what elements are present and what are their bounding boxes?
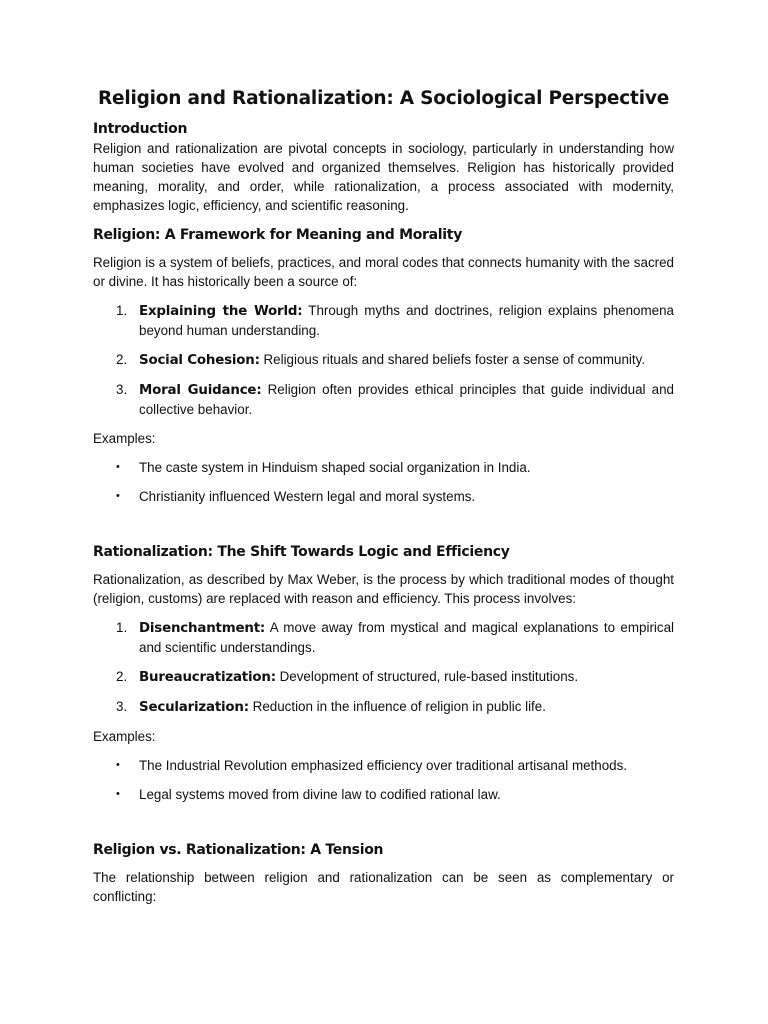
bullet-icon: •: [116, 461, 120, 473]
rationalization-paragraph: Rationalization, as described by Max Weber, is the process by which traditional modes of thought (religion, customs) are replaced with reason and efficiency. This process involves:: [93, 572, 674, 606]
religion-heading: Religion: A Framework for Meaning and Morality: [93, 227, 463, 243]
list-term: Social Cohesion:: [139, 353, 260, 368]
list-item: [93, 458, 674, 477]
list-text: Through myths and doctrines, religion explains phenomena beyond human understanding.: [139, 303, 674, 338]
list-term: Disenchantment:: [139, 621, 266, 636]
list-item: [93, 380, 674, 419]
list-text: Christianity influenced Western legal and moral systems.: [139, 489, 476, 504]
intro-paragraph: Religion and rationalization are pivotal concepts in sociology, particularly in understanding how human societies have evolved and organized themselves. Religion has historically provided meaning, morality, and order, while rationalization, a process associated with modernity, emphasizes logic, efficiency, and scientific reasoning.: [93, 141, 674, 213]
list-text: Reduction in the influence of religion in public life.: [248, 699, 546, 714]
bullet-icon: •: [116, 759, 120, 771]
document-title: Religion and Rationalization: A Sociological Perspective: [97, 88, 670, 109]
tension-heading: Religion vs. Rationalization: A Tension: [93, 842, 384, 858]
intro-heading: Introduction: [93, 121, 188, 137]
list-text: Development of structured, rule-based institutions.: [275, 669, 579, 684]
rationalization-list: [93, 618, 674, 717]
rationalization-heading: Rationalization: The Shift Towards Logic and Efficiency: [93, 544, 510, 560]
religion-paragraph: Religion is a system of beliefs, practices, and moral codes that connects humanity with the sacred or divine. It has historically been a source of:: [93, 255, 674, 289]
list-item: [93, 618, 674, 657]
list-term: Explaining the World:: [139, 304, 303, 319]
list-item: [93, 667, 674, 687]
list-text: A move away from mystical and magical explanations to empirical and scientific understandings.: [139, 620, 674, 655]
list-text: The Industrial Revolution emphasized efficiency over traditional artisanal methods.: [139, 758, 628, 773]
tension-paragraph: The relationship between religion and rationalization can be seen as complementary or conflicting:: [93, 870, 674, 904]
bullet-icon: •: [116, 788, 120, 800]
list-item: [93, 697, 674, 717]
list-text: Religion often provides ethical principles that guide individual and collective behavior.: [139, 382, 675, 417]
list-text: Religious rituals and shared beliefs foster a sense of community.: [259, 352, 646, 367]
list-number: 1.: [116, 620, 128, 635]
religion-list: [93, 301, 674, 419]
list-number: 3.: [116, 699, 128, 714]
list-item: [93, 487, 674, 506]
list-number: 2.: [116, 669, 128, 684]
list-number: 3.: [116, 382, 128, 397]
rationalization-examples-list: [93, 756, 674, 804]
rationalization-examples-label: Examples:: [93, 729, 156, 744]
list-item: [93, 785, 674, 804]
list-term: Bureaucratization:: [139, 670, 276, 685]
religion-examples-list: [93, 458, 674, 506]
religion-examples-label: Examples:: [93, 431, 156, 446]
list-item: [93, 756, 674, 775]
list-term: Secularization:: [139, 700, 249, 715]
list-item: [93, 350, 674, 370]
list-text: Legal systems moved from divine law to codified rational law.: [139, 787, 501, 802]
list-number: 2.: [116, 352, 128, 367]
list-term: Moral Guidance:: [139, 383, 262, 398]
bullet-icon: •: [116, 490, 120, 502]
document-content: [93, 88, 674, 906]
list-item: [93, 301, 674, 340]
list-number: 1.: [116, 303, 128, 318]
list-text: The caste system in Hinduism shaped social organization in India.: [139, 460, 531, 475]
